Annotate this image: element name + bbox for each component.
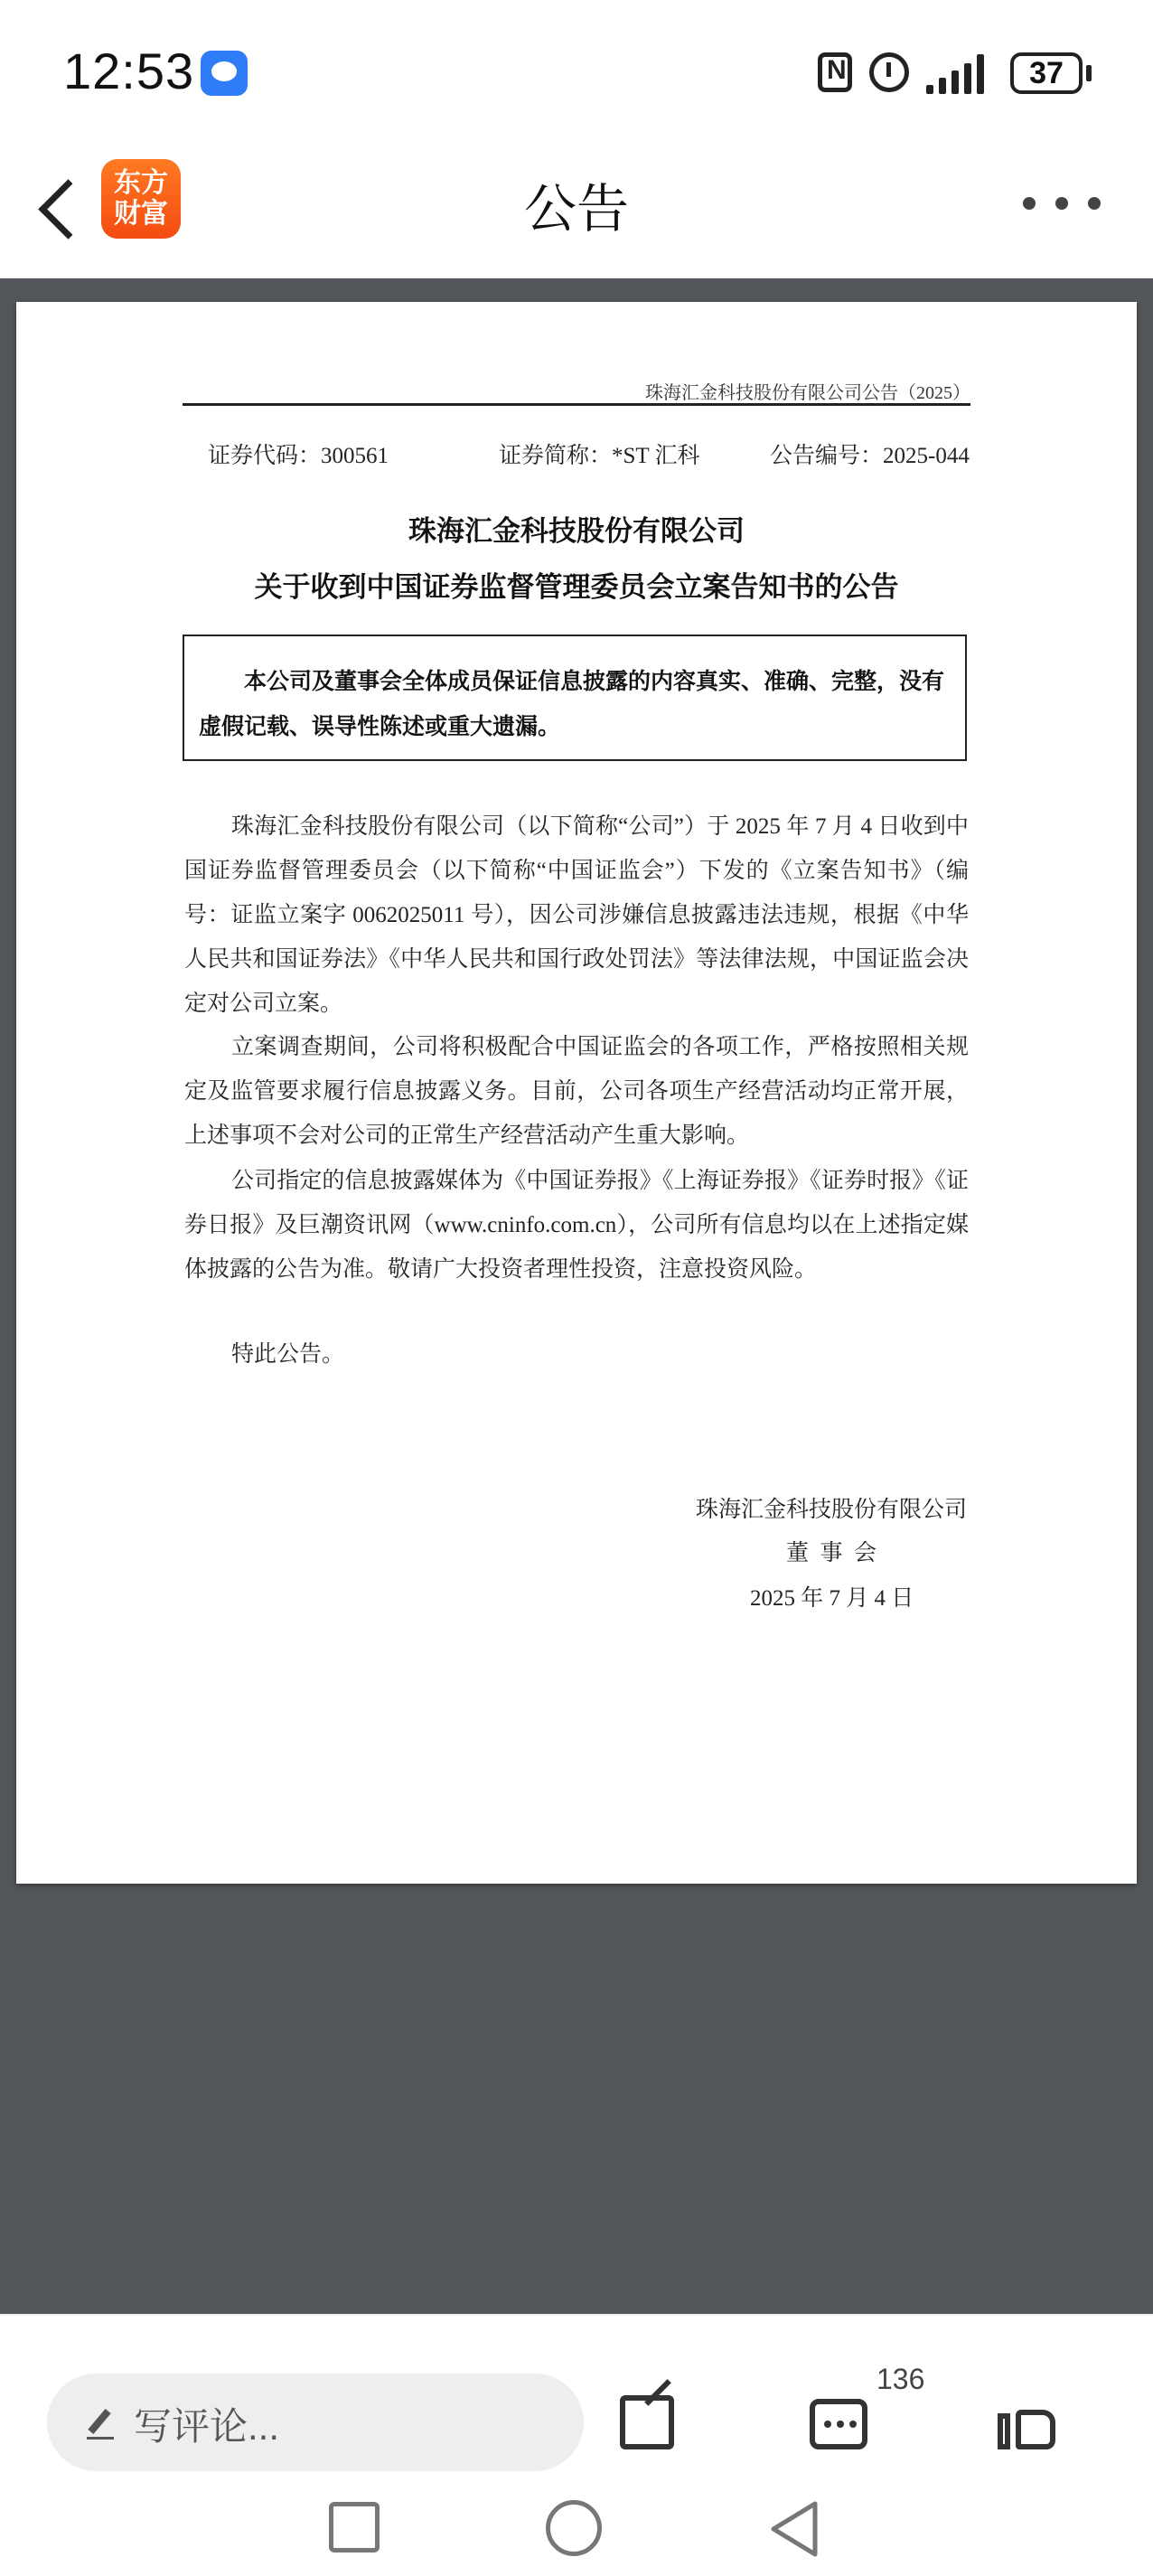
share-icon[interactable] [620,2395,674,2449]
page-title: 公告 [523,180,629,239]
battery-tip [1086,65,1092,81]
doc-header: 珠海汇金科技股份有限公司公告（2025） [645,383,970,403]
paragraph-closing: 特此公告。 [231,1342,345,1367]
signature-date: 2025 年 7 月 4 日 [750,1586,914,1611]
nav-back-button[interactable] [768,2500,822,2558]
pencil-icon [87,2410,112,2435]
more-options-button[interactable] [1012,192,1111,219]
message-notification-icon [201,51,248,96]
notice-number: 公告编号：2025-044 [770,444,970,468]
doc-title-subject: 关于收到中国证券监督管理委员会立案告知书的公告 [254,571,899,603]
signature-company: 珠海汇金科技股份有限公司 [696,1498,968,1522]
stock-code: 证券代码：300561 [208,444,389,468]
thumbs-up-icon[interactable] [998,2390,1057,2453]
header-divider [183,403,970,406]
alarm-icon [869,52,909,92]
comment-input[interactable] [47,2374,584,2471]
logo-line2: 财富 [114,199,168,229]
comment-icon[interactable] [810,2399,867,2449]
status-bar [0,0,1153,145]
logo-line1: 东方 [114,168,168,198]
nfc-icon [818,52,852,92]
disclosure-statement: 本公司及董事会全体成员保证信息披露的内容真实、准确、完整，没有虚假记载、误导性陈述或重大遗漏。 [183,635,967,761]
doc-title-company: 珠海汇金科技股份有限公司 [408,515,745,547]
comment-placeholder: 写评论... [134,2405,280,2448]
paragraph-3: 公司指定的信息披露媒体为《中国证券报》《上海证券报》《证券时报》《证券日报》及巨潮资讯网（www.cninfo.com.cn），公司所有信息均以在上述指定媒体披露的公告为准。敬请广大投资者理性投资，注意投资风险。 [184,1169,969,1282]
nav-recent-apps-button[interactable] [329,2502,380,2552]
stock-abbr: 证券简称：*ST 汇科 [499,444,700,468]
status-time: 12:53 [63,42,195,99]
battery-icon: 37 [1010,52,1083,94]
announcement-page [16,302,1137,1884]
paragraph-2: 立案调查期间，公司将积极配合中国证监会的各项工作，严格按照相关规定及监管要求履行信息披露义务。目前，公司各项生产经营活动均正常开展，上述事项不会对公司的正常生产经营活动产生重大影响。 [184,1035,969,1148]
comment-count: 136 [876,2363,925,2395]
nav-home-button[interactable] [546,2500,602,2556]
document-viewer[interactable] [0,278,1153,2314]
title-bar [0,145,1153,280]
signal-icon [926,52,998,94]
signature-board: 董 事 会 [786,1541,877,1565]
bottom-action-bar [0,2314,1153,2576]
paragraph-1: 珠海汇金科技股份有限公司（以下简称“公司”）于 2025 年 7 月 4 日收到中国证券监督管理委员会（以下简称“中国证监会”）下发的《立案告知书》（编号：证监立案字 0062025011 号），因公司涉嫌信息披露违法违规，根据《中华人民共和国证券法》《中华人民共和国行政处罚法》等法律法规，中国证监会决定对公司立案。 [184,814,969,1016]
